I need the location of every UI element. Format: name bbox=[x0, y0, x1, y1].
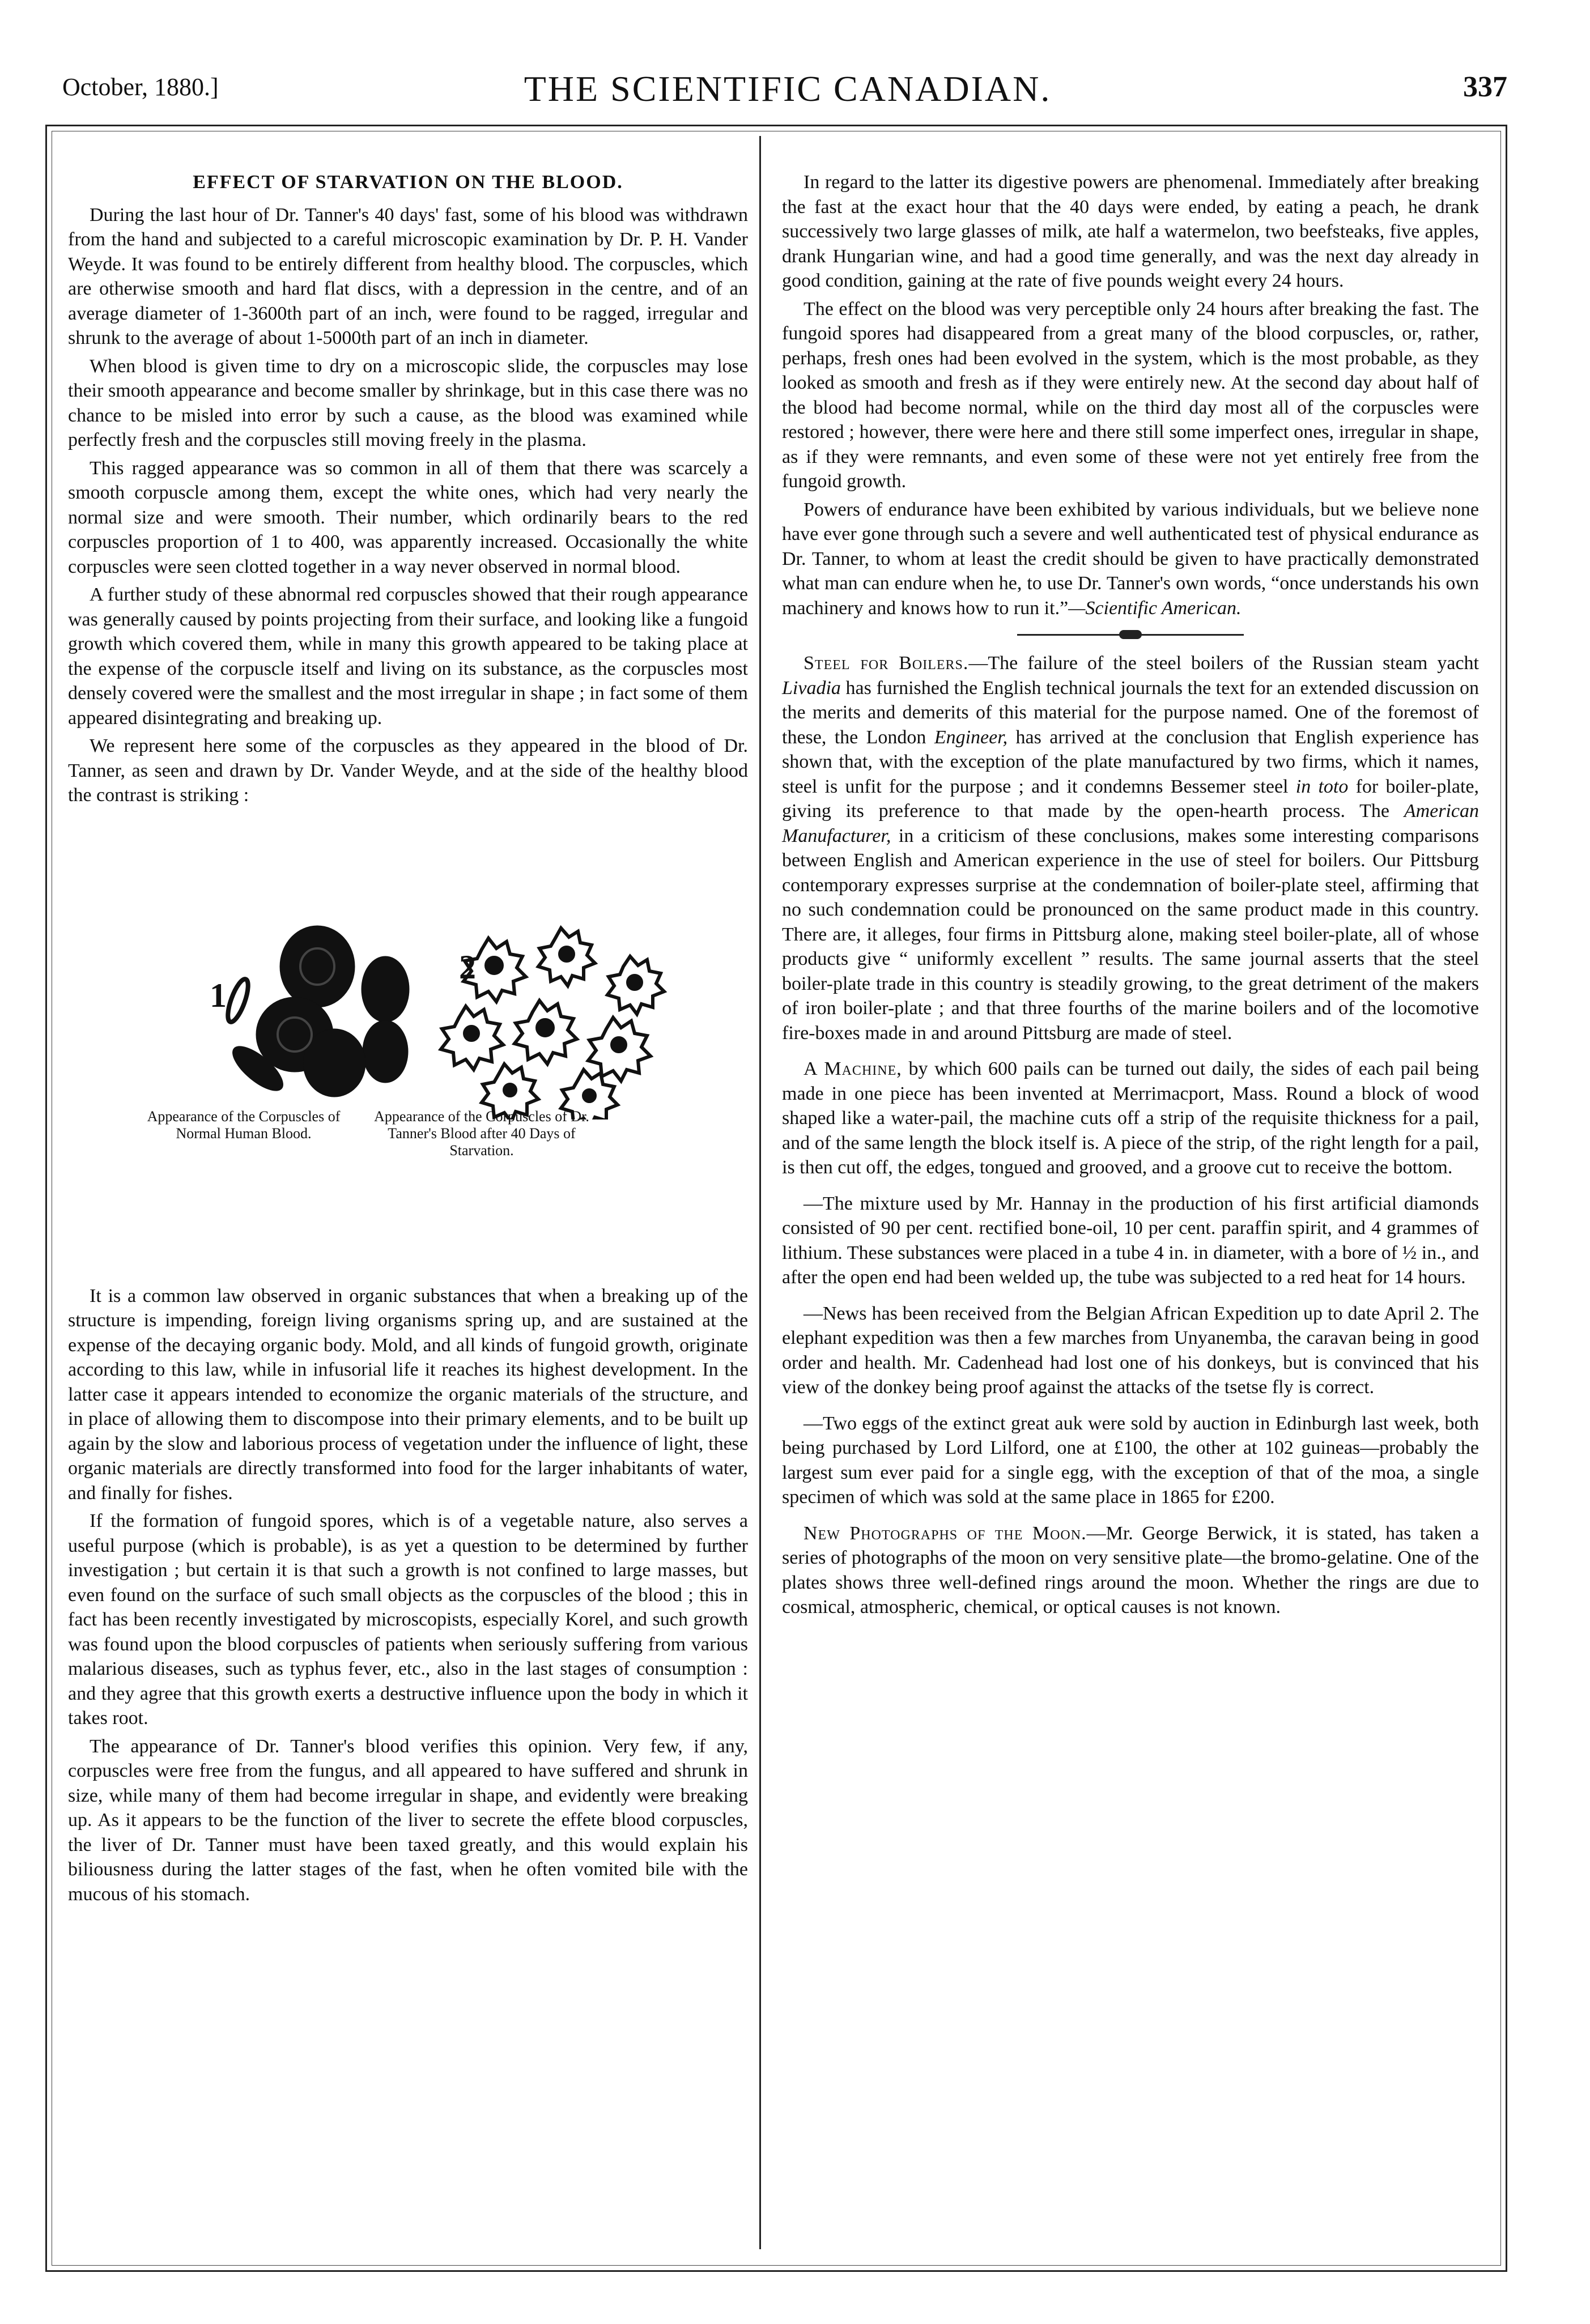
paragraph-text: Powers of endurance have been exhibited by various individuals, but we believe none have ever gone through such a severe and well authenticated test of physical endurance as Dr. Tanner, to whom at least the credit should be given to have practically demonstrated what man can endure when he, to use Dr. Tanner's own words, “once understands his own machinery and knows how to run it.” bbox=[782, 499, 1479, 619]
belgian-expedition-article: —News has been received from the Belgian African Expedition up to date April 2. The elephant expedition was then a few marches from Unyanemba, the caravan being in good order and health. Mr. Cadenhead had lost one of his donkeys, but is convinced that his view of the donkey being proof against the attacks of the tsetse fly is correct. bbox=[782, 1303, 1479, 1398]
article-lead: A Machine, bbox=[803, 1058, 902, 1079]
column-divider bbox=[759, 136, 761, 2249]
page-number: 337 bbox=[1463, 71, 1507, 103]
figure-number-1: 1 bbox=[210, 976, 227, 1014]
great-auk-article: —Two eggs of the extinct great auk were sold by auction in Edinburgh last week, both being purchased by Lord Lilford, one at £100, the other at 102 guineas—probably the largest sum ever paid for a single egg, with the exception of that of the moa, a single specimen of which was sold at the same place in 1865 for £200. bbox=[782, 1412, 1479, 1508]
paragraph: This ragged appearance was so common in all of them that there was scarcely a smooth corpuscle among them, except the white ones, which had very nearly the normal size and were smooth. Their number, which ordinarily bears to the red corpuscles proportion of 1 to 400, was apparently increased. Occasionally the white corpuscles were seen clotted together in a way never observed in normal blood. bbox=[68, 457, 748, 577]
issue-date: October, 1880.] bbox=[62, 73, 219, 101]
paragraph: The appearance of Dr. Tanner's blood verifies this opinion. Very few, if any, corpuscles were free from the fungus, and all appeared to have suffered and shrunk in size, while many of them had become irregular in shape, and evidently were breaking up. As it appears to be the function of the liver to secrete the effete blood corpuscles, the liver of Dr. Tanner must have been taxed greatly, and this would explain his biliousness during the latter stages of the fast, when he often vomited bile with the mucous of his stomach. bbox=[68, 1735, 748, 1905]
blood-corpuscle-figure bbox=[68, 814, 748, 1267]
publication-title: THE SCIENTIFIC CANADIAN. bbox=[524, 69, 1052, 109]
paragraph: In regard to the latter its digestive powers are phenomenal. Immediately after breaking the fast at the exact hour that the 40 days were ended, by eating a peach, he drank successively two large glasses of milk, ate half a watermelon, two beefsteaks, five apples, drank Hungarian wine, and had a good time generally, and was the next day already in good condition, gaining at the rate of five pounds weight every 24 hours. bbox=[782, 172, 1479, 291]
figure-caption-normal: Appearance of the Corpuscles of Normal Human Blood. bbox=[147, 1108, 341, 1142]
corpuscle-illustration bbox=[68, 882, 748, 1120]
paragraph: When blood is given time to dry on a microscopic slide, the corpuscles may lose their smooth appearance and become smaller by shrinkage, but in this case there was no chance to be misled into error by such a cause, as the blood was examined while perfectly fresh and the corpuscles still moving freely in the plasma. bbox=[68, 355, 748, 450]
normal-corpuscles bbox=[224, 926, 409, 1098]
article-lead: New Photographs of the Moon. bbox=[803, 1522, 1087, 1544]
paragraph bbox=[782, 497, 1479, 621]
steel-boilers-article: Steel for Boilers.—The failure of the steel boilers of the Russian steam yacht Livadia has furnished the English technical journals the text for an extended discussion on the merits and demerits of this material for the purpose named. One of the foremost of these, the London Engineer, has arrived at the conclusion that English experience has shown that, with the exception of the plate manufactured by two firms, which it names, steel is unfit for the purpose ; and it condemns Bessemer steel in toto for boiler-plate, giving its preference to that made by the open-hearth process. The American Manufacturer, in a criticism of these conclusions, makes some interesting comparisons between English and American experience in the use of steel for boilers. Our Pittsburg contemporary expresses surprise at the condemnation of boiler-plate steel, affirming that no such condemnation could be pronounced on the same product made in this country. There are, it alleges, four firms in Pittsburg alone, making steel boiler-plate, all of whose products give “ uniformly excellent ” results. The same journal asserts that the steel boiler-plate trade in this country is steadily growing, to the great detriment of the makers of iron boiler-plate ; and that three fourths of the marine boilers and of the locomotive fire-boxes made in and around Pittsburg are made of steel. bbox=[782, 653, 1479, 1044]
paragraph: If the formation of fungoid spores, which is of a vegetable nature, also serves a useful purpose (which is probable), is as yet a question to be determined by further investigation ; but certain it is that such a growth is not confined to large masses, but even found on the surface of such small objects as the corpuscles of the blood ; this in fact has been recently investigated by microscopists, especially Korel, and such growth was found upon the blood corpuscles of patients when seriously suffering from various malarious diseases, such as typhus fever, etc., also in the last stages of consumption : and they agree that this growth exerts a destructive influence upon the body in which it takes root. bbox=[68, 1510, 748, 1729]
paragraph: The effect on the blood was very perceptible only 24 hours after breaking the fast. The fungoid spores had disappeared from a great many of the blood corpuscles, or, rather, perhaps, fresh ones had been evolved in the system, which is the most probable, as they looked as smooth and fresh as if they were entirely new. At the second day about half of the blood had become normal, while on the third day most all of the corpuscles were restored ; however, there were here and there still some imperfect ones, irregular in shape, as if they were remnants, and even some of these were not yet entirely free from the fungoid growth. bbox=[782, 298, 1479, 492]
figure-caption-starved: Appearance of the Corpuscles of Dr. Tanner's Blood after 40 Days of Starvation. bbox=[374, 1108, 589, 1159]
paragraph: We represent here some of the corpuscles as they appeared in the blood of Dr. Tanner, as seen and drawn by Dr. Vander Weyde, and at the side of the healthy blood the contrast is striking : bbox=[68, 735, 748, 806]
machine-article: A Machine, by which 600 pails can be turned out daily, the sides of each pail being made in one piece has been invented at Merrimacport, Mass. Round a block of wood shaped like a water-pail, the machine cuts off a strip of the requisite thickness for a pail, and of the same length the block itself is. A piece of the strip, of the right length for a pail, is then cut off, the edges, tongued and grooved, and a groove cut to receive the bottom. bbox=[782, 1058, 1479, 1178]
page-header bbox=[62, 62, 1513, 113]
ragged-corpuscles bbox=[441, 928, 664, 1120]
paragraph: During the last hour of Dr. Tanner's 40 days' fast, some of his blood was withdrawn from the hand and subjected to a careful microscopic examination by Dr. P. H. Vander Weyde. It was found to be entirely different from healthy blood. The corpuscles, which are otherwise smooth and hard flat discs, with a depression in the centre, and of an average diameter of 1-3600th part of an inch, were found to be ragged, irregular and shrunk to the average of about 1-5000th part of an inch in diameter. bbox=[68, 204, 748, 348]
moon-photographs-article: New Photographs of the Moon.—Mr. George Berwick, it is stated, has taken a series of photographs of the moon on very sensitive plate—the bromo-gelatine. One of the plates shows three well-defined rings around the moon. Whether the rings are due to cosmical, atmospheric, chemical, or optical causes is not known. bbox=[782, 1522, 1479, 1618]
article-headline: EFFECT OF STARVATION ON THE BLOOD. bbox=[193, 172, 623, 193]
diamonds-article: —The mixture used by Mr. Hannay in the production of his first artificial diamonds consisted of 90 per cent. rectified bone-oil, 10 per cent. paraffin spirit, and 4 grammes of lithium. These substances were placed in a tube 4 in. in diameter, with a bore of ½ in., and after the open end had been welded up, the tube was subjected to a red heat for 14 hours. bbox=[782, 1193, 1479, 1288]
left-column bbox=[68, 170, 748, 1910]
source-credit: —Scientific American. bbox=[1068, 597, 1242, 619]
right-column bbox=[782, 170, 1479, 1623]
section-divider bbox=[1017, 633, 1244, 636]
article-lead: Steel for Boilers. bbox=[803, 653, 969, 674]
figure-number-2: 2 bbox=[459, 948, 476, 986]
paragraph: A further study of these abnormal red corpuscles showed that their rough appearance was generally caused by points projecting from their surface, and looking like a fungoid growth which covered them, while in many this growth appeared to be taking place at the expense of the corpuscle itself and living on its substance, as the corpuscles most densely covered were the smallest and the most irregular in shape ; in fact some of them appeared disintegrating and breaking up. bbox=[68, 584, 748, 729]
paragraph: It is a common law observed in organic substances that when a breaking up of the structure is impending, foreign living organisms spring up, and are sustained at the expense of the decaying organic body. Mold, and all kinds of fungoid growth, originate according to this law, while in infusorial life it reaches its highest development. In the latter case it appears intended to economize the organic materials of the structure, and in place of allowing them to discompose into their primary elements, and to be built up again by the slow and laborious process of vegetation under the influence of light, these organic materials are directly transformed into food for the larger inhabitants of water, and finally for fishes. bbox=[68, 1285, 748, 1504]
